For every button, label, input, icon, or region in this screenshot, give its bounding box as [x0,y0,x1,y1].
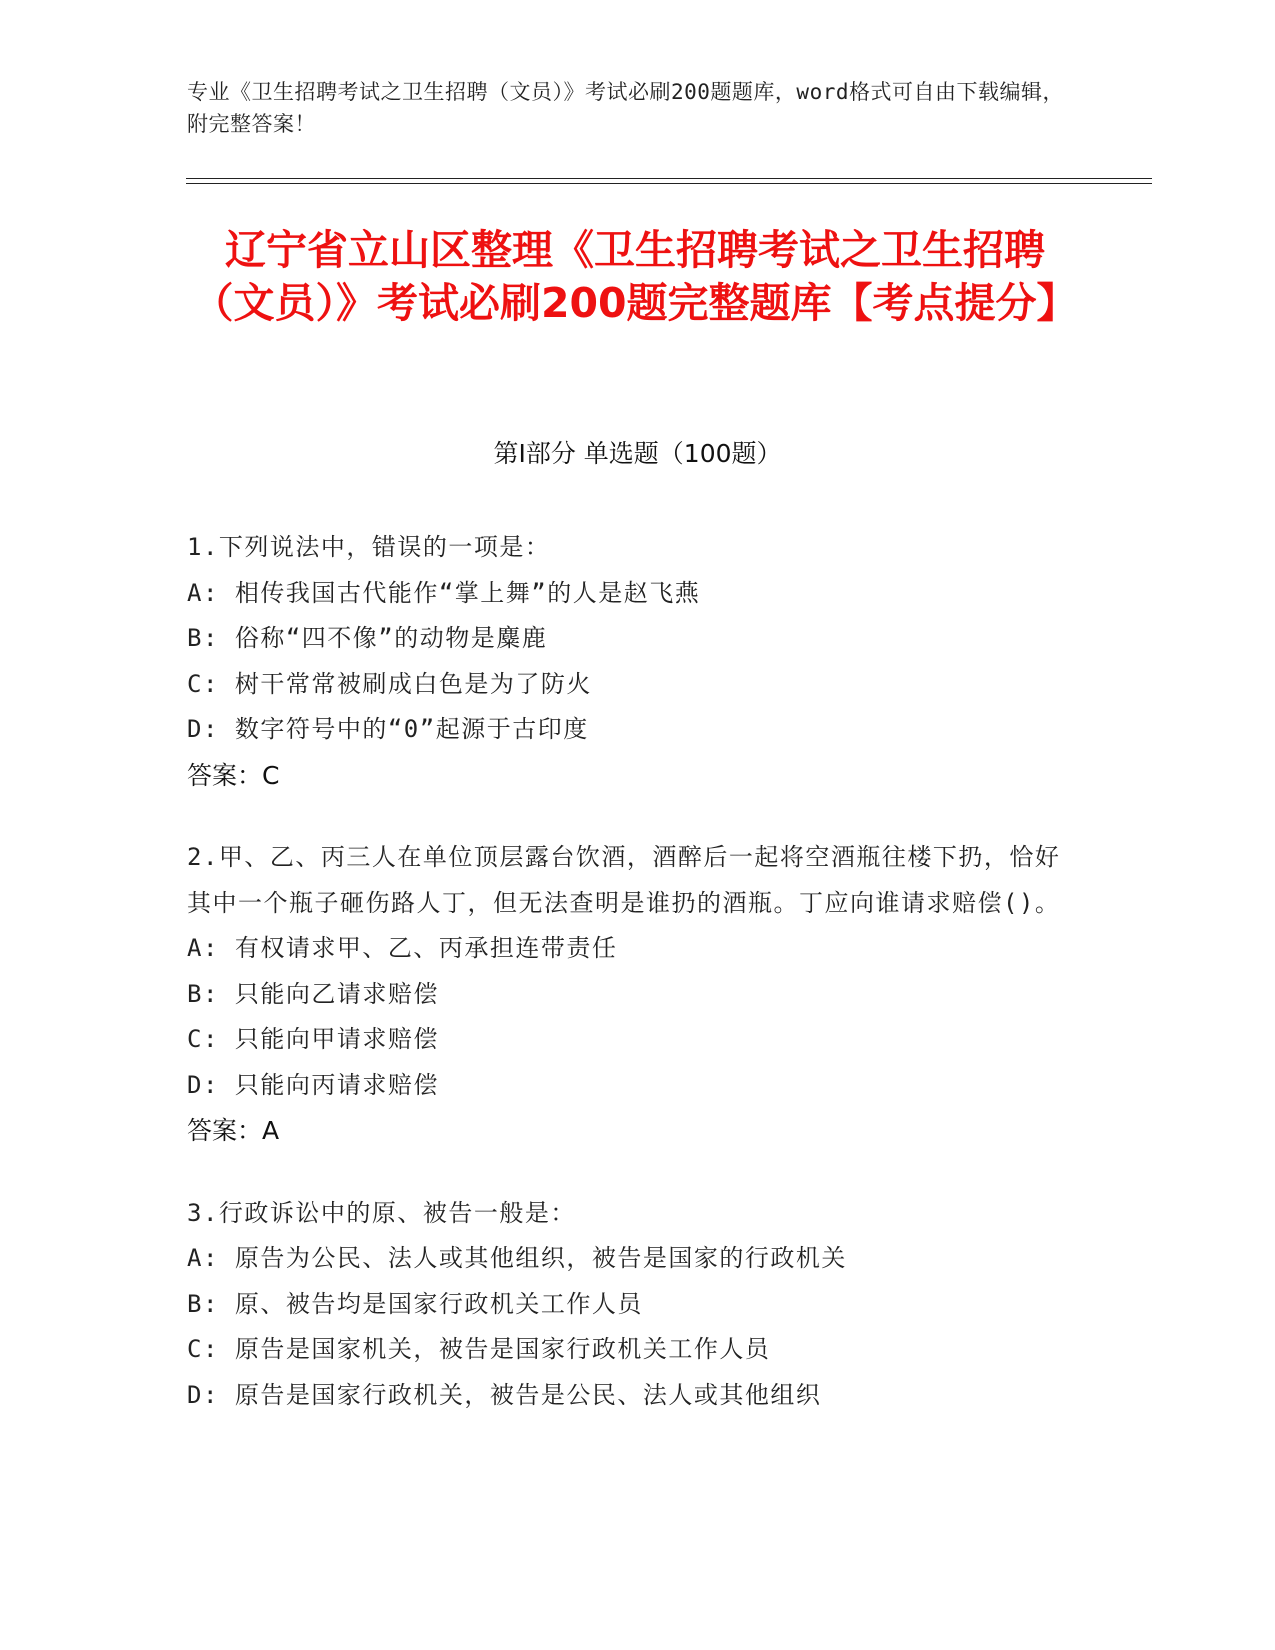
option-a: A: 原告为公民、法人或其他组织，被告是国家的行政机关 [187,1244,847,1272]
option-b: B: 俗称“四不像”的动物是麋鹿 [187,624,548,652]
option-d: D: 数字符号中的“0”起源于古印度 [187,715,589,743]
answer-line: 答案：C [187,760,280,790]
option-b: B: 原、被告均是国家行政机关工作人员 [187,1289,643,1318]
question-stem: 2.甲、乙、丙三人在单位顶层露台饮酒，酒醉后一起将空酒瓶往楼下扔，恰好其中一个瓶子砸伤路人丁，但无法查明是谁扔的酒瓶。丁应向谁请求赔偿()。 [187,843,1061,917]
section-heading: 第I部分 单选题（100题） [493,439,782,468]
option-d: D: 原告是国家行政机关，被告是公民、法人或其他组织 [187,1380,822,1409]
answer-line: 答案：A [187,1116,280,1145]
option-d: D: 只能向丙请求赔偿 [187,1070,439,1099]
question-item [187,1191,1067,1419]
header-note: 专业《卫生招聘考试之卫生招聘（文员）》考试必刷200题题库，word格式可自由下载编辑，附完整答案！ [187,80,1064,136]
option-a: A: 相传我国古代能作“掌上舞”的人是赵飞燕 [187,578,701,607]
question-item [187,525,1067,798]
header-divider-top [186,178,1152,179]
question-item [187,835,1067,1154]
question-stem: 1.下列说法中，错误的一项是： [187,533,551,561]
question-stem: 3.行政诉讼中的原、被告一般是： [187,1198,576,1227]
header-divider-bottom [186,183,1152,184]
option-a: A: 有权请求甲、乙、丙承担连带责任 [187,934,618,962]
option-b: B: 只能向乙请求赔偿 [187,979,439,1008]
option-c: C: 原告是国家机关，被告是国家行政机关工作人员 [187,1335,771,1363]
document-title: 辽宁省立山区整理《卫生招聘考试之卫生招聘（文员）》考试必刷200题完整题库【考点提分】 [192,226,1078,327]
question-list [187,525,1067,1455]
option-c: C: 只能向甲请求赔偿 [187,1025,439,1053]
option-c: C: 树干常常被刷成白色是为了防火 [187,669,592,698]
